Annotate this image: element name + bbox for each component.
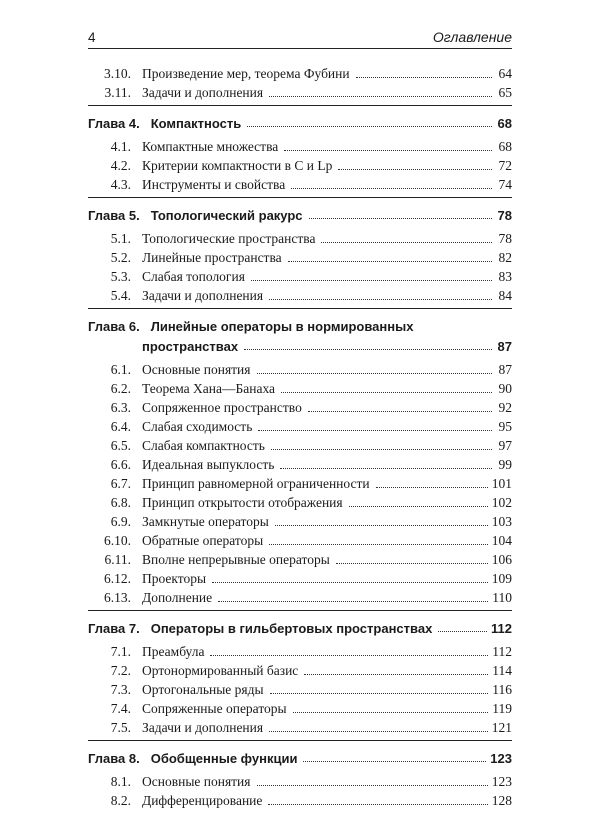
page-ref: 114 [492, 663, 512, 678]
chapter-title-line2: пространствах [142, 339, 239, 354]
section-number: 3.11. [104, 85, 131, 100]
section-title: Идеальная выпуклость [142, 457, 275, 472]
leader-dots [269, 543, 488, 545]
section-number: 6.10. [104, 533, 131, 548]
section-title: Принцип равномерной ограниченности [142, 476, 370, 491]
toc-entry[interactable] [88, 473, 512, 492]
page-ref: 83 [498, 269, 512, 284]
leader-dots [269, 730, 488, 732]
chapter-title: Операторы в гильбертовых пространствах [150, 621, 433, 636]
page-ref: 112 [492, 644, 512, 659]
chapter-5-sections [88, 228, 512, 304]
page-ref: 74 [498, 177, 512, 192]
toc-entry[interactable] [88, 511, 512, 530]
section-number: 7.3. [110, 682, 131, 697]
toc-entry[interactable] [88, 397, 512, 416]
chapter-heading[interactable] [88, 111, 512, 131]
chapter-heading-continued[interactable] [88, 334, 512, 354]
page-ref: 128 [491, 793, 512, 808]
page-ref: 97 [498, 438, 512, 453]
toc-entry[interactable] [88, 136, 512, 155]
chapter-7 [88, 610, 512, 636]
page-ref: 82 [498, 250, 512, 265]
toc-entry[interactable] [88, 359, 512, 378]
leader-dots [438, 630, 487, 632]
leader-dots [280, 467, 492, 469]
leader-dots [257, 372, 493, 374]
section-number: 6.11. [104, 552, 131, 567]
toc-entry[interactable] [88, 790, 512, 809]
chapter-label: Глава 6. [88, 319, 140, 334]
chapter-5 [88, 197, 512, 223]
leader-dots [212, 581, 488, 583]
leader-dots [258, 429, 492, 431]
section-title: Обратные операторы [142, 533, 264, 548]
section-title: Основные понятия [142, 362, 251, 377]
leader-dots [293, 711, 489, 713]
page-ref: 102 [491, 495, 512, 510]
page-ref: 68 [498, 139, 512, 154]
page-ref: 109 [491, 571, 512, 586]
chapter-label: Глава 4. [88, 116, 140, 131]
section-title: Ортонормированный базис [142, 663, 299, 678]
section-title: Критерии компактности в C и Lp [142, 158, 333, 173]
toc-entry[interactable] [88, 587, 512, 606]
page-ref: 106 [491, 552, 512, 567]
leader-dots [356, 76, 492, 78]
toc-entry[interactable] [88, 174, 512, 193]
chapter-7-sections [88, 641, 512, 736]
toc-entry[interactable] [88, 698, 512, 717]
leader-dots [309, 217, 492, 219]
leader-dots [210, 654, 488, 656]
toc-entry[interactable] [88, 549, 512, 568]
section-title: Задачи и дополнения [142, 720, 264, 735]
chapter-heading[interactable] [88, 203, 512, 223]
section-number: 7.2. [110, 663, 131, 678]
chapter-title: Обобщенные функции [150, 751, 298, 766]
section-title: Произведение мер, теорема Фубини [142, 66, 350, 81]
page-ref: 123 [490, 751, 512, 766]
section-number: 6.1. [110, 362, 131, 377]
section-title: Дифференцирование [142, 793, 263, 808]
section-number: 6.7. [110, 476, 131, 491]
toc-entry[interactable] [88, 247, 512, 266]
toc-entry[interactable] [88, 717, 512, 736]
chapter-heading[interactable] [88, 616, 512, 636]
section-title: Сопряженное пространство [142, 400, 302, 415]
page-ref: 104 [491, 533, 512, 548]
toc-entry[interactable] [88, 266, 512, 285]
toc-entry[interactable] [88, 771, 512, 790]
leader-dots [269, 95, 492, 97]
chapter-label: Глава 5. [88, 208, 140, 223]
section-number: 5.2. [110, 250, 131, 265]
section-title: Сопряженные операторы [142, 701, 287, 716]
leader-dots [218, 600, 488, 602]
page-ref: 84 [498, 288, 512, 303]
leader-dots [257, 784, 488, 786]
leader-dots [336, 562, 488, 564]
section-title: Слабая сходимость [142, 419, 253, 434]
section-title: Компактные множества [142, 139, 279, 154]
running-title: Оглавление [432, 29, 512, 45]
leader-dots [244, 348, 492, 350]
section-number: 7.4. [110, 701, 131, 716]
section-number: 5.1. [110, 231, 131, 246]
section-title: Топологические пространства [142, 231, 316, 246]
page-ref: 116 [492, 682, 512, 697]
chapter-label: Глава 7. [88, 621, 140, 636]
leader-dots [268, 803, 487, 805]
section-number: 6.13. [104, 590, 131, 605]
toc-entry[interactable] [88, 454, 512, 473]
page-ref: 87 [497, 339, 512, 354]
section-title: Слабая компактность [142, 438, 265, 453]
page-ref: 87 [498, 362, 512, 377]
page-ref: 78 [497, 208, 512, 223]
section-title: Принцип открытости отображения [142, 495, 343, 510]
toc-entry[interactable] [88, 641, 512, 660]
leader-dots [284, 149, 492, 151]
toc-entry[interactable] [88, 660, 512, 679]
chapter-label: Глава 8. [88, 751, 140, 766]
leader-dots [270, 692, 489, 694]
chapter-4-sections [88, 136, 512, 193]
page-ref: 110 [492, 590, 512, 605]
chapter-8-sections [88, 771, 512, 809]
toc-entry[interactable] [88, 568, 512, 587]
section-title: Проекторы [142, 571, 207, 586]
leader-dots [321, 241, 492, 243]
leader-dots [288, 260, 492, 262]
section-title: Замкнутые операторы [142, 514, 269, 529]
leader-dots [303, 760, 486, 762]
chapter-6-sections [88, 359, 512, 606]
page-ref: 99 [498, 457, 512, 472]
section-title: Основные понятия [142, 774, 251, 789]
leader-dots [304, 673, 488, 675]
section-number: 8.2. [110, 793, 131, 808]
leader-dots [281, 391, 492, 393]
leader-dots [308, 410, 492, 412]
leader-dots [338, 168, 492, 170]
section-number: 5.3. [110, 269, 131, 284]
page-ref: 121 [491, 720, 512, 735]
leader-dots [291, 187, 492, 189]
page-ref: 103 [491, 514, 512, 529]
page-ref: 78 [498, 231, 512, 246]
section-number: 6.9. [110, 514, 131, 529]
toc-entry[interactable] [88, 416, 512, 435]
toc-entry[interactable] [88, 155, 512, 174]
page-ref: 90 [498, 381, 512, 396]
chapter-heading[interactable] [88, 746, 512, 766]
section-number: 6.4. [110, 419, 131, 434]
section-number: 4.2. [110, 158, 131, 173]
section-number: 4.1. [110, 139, 131, 154]
section-number: 5.4. [110, 288, 131, 303]
section-title: Линейные пространства [142, 250, 282, 265]
section-title: Задачи и дополнения [142, 85, 264, 100]
page-ref: 101 [491, 476, 512, 491]
leader-dots [376, 486, 488, 488]
leader-dots [251, 279, 492, 281]
section-number: 7.5. [110, 720, 131, 735]
toc-entry[interactable] [88, 530, 512, 549]
page-ref: 64 [498, 66, 512, 81]
section-number: 6.8. [110, 495, 131, 510]
chapter-title: Топологический ракурс [150, 208, 303, 223]
toc-entry[interactable] [88, 82, 512, 101]
page-number: 4 [88, 30, 96, 45]
table-of-contents [88, 63, 512, 813]
section-title: Слабая топология [142, 269, 245, 284]
leading-sections [88, 63, 512, 101]
page-ref: 123 [491, 774, 512, 789]
leader-dots [269, 298, 492, 300]
chapter-title: Линейные операторы в нормированных [150, 319, 414, 334]
leader-dots [247, 125, 492, 127]
section-title: Инструменты и свойства [142, 177, 286, 192]
page-header [88, 22, 512, 49]
toc-entry[interactable] [88, 285, 512, 304]
chapter-heading[interactable] [88, 314, 512, 334]
leader-dots [271, 448, 492, 450]
section-number: 6.12. [104, 571, 131, 586]
section-title: Дополнение [142, 590, 213, 605]
section-number: 8.1. [110, 774, 131, 789]
toc-entry[interactable] [88, 435, 512, 454]
section-number: 7.1. [110, 644, 131, 659]
page-ref: 119 [492, 701, 512, 716]
chapter-6 [88, 308, 512, 354]
section-title: Теорема Хана—Банаха [142, 381, 276, 396]
section-title: Вполне непрерывные операторы [142, 552, 330, 567]
section-title: Задачи и дополнения [142, 288, 264, 303]
section-title: Преамбула [142, 644, 205, 659]
section-number: 3.10. [104, 66, 131, 81]
leader-dots [275, 524, 488, 526]
page-ref: 92 [498, 400, 512, 415]
toc-entry[interactable] [88, 228, 512, 247]
toc-entry[interactable] [88, 63, 512, 82]
page-ref: 68 [497, 116, 512, 131]
chapter-8 [88, 740, 512, 766]
section-number: 6.2. [110, 381, 131, 396]
chapter-title: Компактность [150, 116, 242, 131]
page-ref: 65 [498, 85, 512, 100]
chapter-4 [88, 105, 512, 131]
toc-entry[interactable] [88, 378, 512, 397]
section-number: 4.3. [110, 177, 131, 192]
toc-entry[interactable] [88, 492, 512, 511]
page-ref: 95 [498, 419, 512, 434]
leader-dots [349, 505, 488, 507]
section-number: 6.3. [110, 400, 131, 415]
page-ref: 72 [498, 158, 512, 173]
section-number: 6.6. [110, 457, 131, 472]
section-number: 6.5. [110, 438, 131, 453]
page-ref: 112 [491, 621, 512, 636]
toc-entry[interactable] [88, 679, 512, 698]
section-title: Ортогональные ряды [142, 682, 264, 697]
